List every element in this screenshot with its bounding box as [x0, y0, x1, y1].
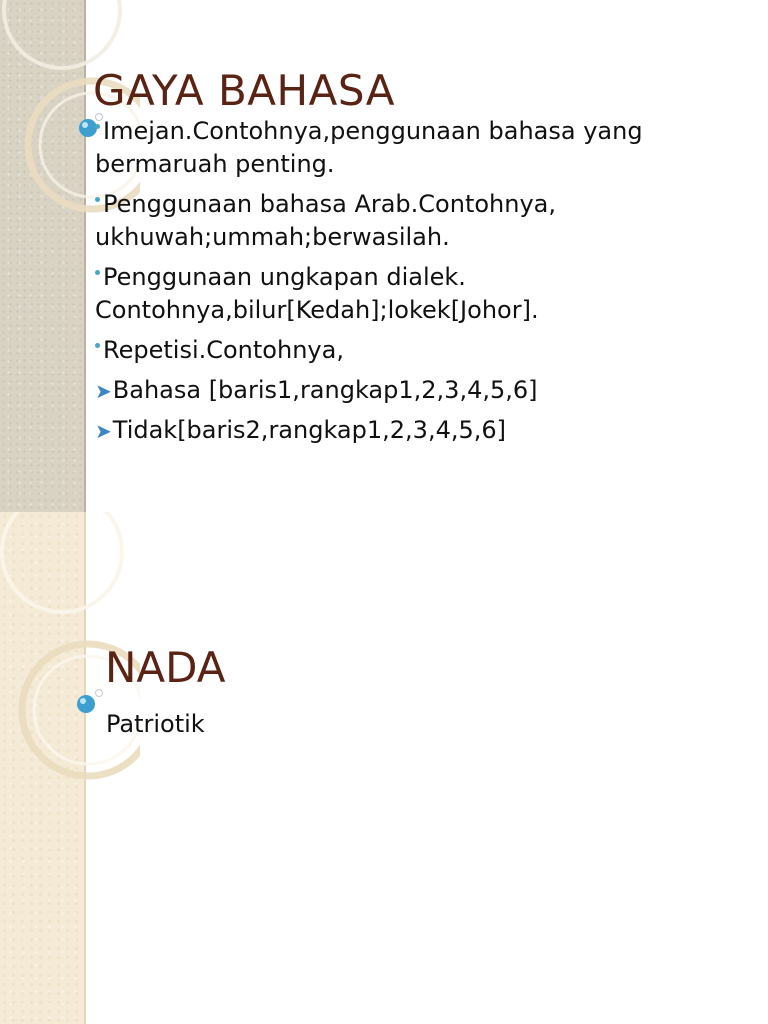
- bullet-dot-icon: [95, 197, 100, 202]
- slide-title: NADA: [105, 643, 226, 692]
- body-text: Patriotik: [106, 710, 205, 738]
- bullet-dot-icon: [95, 343, 100, 348]
- arrow-right-icon: ➤: [95, 379, 112, 403]
- sub-list-item: ➤Bahasa [baris1,rangkap1,2,3,4,5,6]: [95, 374, 745, 408]
- sub-list-item: ➤Tidak[baris2,rangkap1,2,3,4,5,6]: [95, 414, 745, 448]
- list-item: Penggunaan ungkapan dialek. Contohnya,bilur[Kedah];lokek[Johor].: [95, 263, 539, 324]
- bullet-list: [95, 115, 745, 454]
- orb-marker-icon: [77, 695, 95, 713]
- list-item: Imejan.Contohnya,penggunaan bahasa yang bermaruah penting.: [95, 117, 643, 178]
- slide-title: GAYA BAHASA: [93, 66, 396, 115]
- list-item: Penggunaan bahasa Arab.Contohnya, ukhuwah;ummah;berwasilah.: [95, 190, 556, 251]
- arrow-right-icon: ➤: [95, 419, 112, 443]
- slide-nada: [0, 512, 768, 1024]
- list-item: Repetisi.Contohnya,: [95, 334, 745, 367]
- decorative-rings: [0, 512, 140, 1024]
- bullet-dot-icon: [95, 270, 100, 275]
- bullet-dot-icon: [95, 124, 100, 129]
